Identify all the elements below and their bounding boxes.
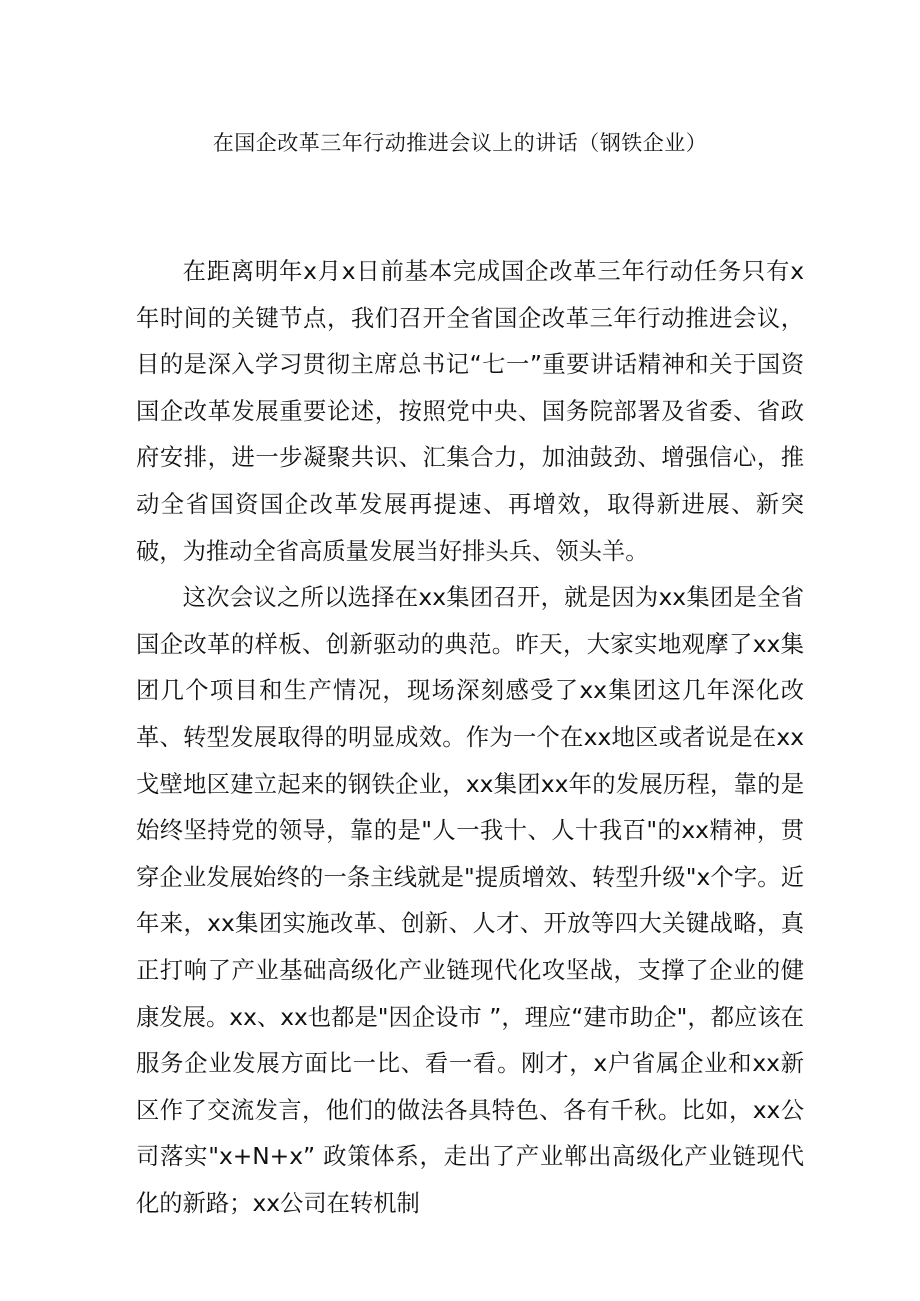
document-body bbox=[136, 249, 804, 1227]
paragraph-2: 这次会议之所以选择在xx集团召开，就是因为xx集团是全省国企改革的样板、创新驱动的典范。昨天，大家实地观摩了xx集团几个项目和生产情况，现场深刻感受了xx集团这几年深化改革、转型发展取得的明显成效。作为一个在xx地区或者说是在xx戈壁地区建立起来的钢铁企业，xx集团xx年的发展历程，靠的是始终坚持党的领导，靠的是"人一我十、人十我百"的xx精神，贯穿企业发展始终的一条主线就是"提质增效、转型升级"x个字。近年来，xx集团实施改革、创新、人才、开放等四大关键战略，真正打响了产业基础高级化产业链现代化攻坚战，支撑了企业的健康发展。xx、xx也都是"因企设市 ”，理应“建市助企"，都应该在服务企业发展方面比一比、看一看。刚才，x户省属企业和xx新区作了交流发言，他们的做法各具特色、各有千秋。比如，xx公司落实"x+N+x” 政策体系，走出了产业郸出高级化产业链现代化的新路；xx公司在转机制 bbox=[136, 584, 804, 1217]
document-title: 在国企改革三年行动推进会议上的讲话（钢铁企业） bbox=[212, 131, 708, 155]
paragraph-1: 在距离明年x月x日前基本完成国企改革三年行动任务只有x年时间的关键节点，我们召开全省国企改革三年行动推进会议，目的是深入学习贯彻主席总书记“七一”重要讲话精神和关于国资国企改革发展重要论述，按照党中央、国务院部署及省委、省政府安排，进一步凝聚共识、汇集合力，加油鼓劲、增强信心，推动全省国资国企改革发展再提速、再增效，取得新进展、新突破，为推动全省高质量发展当好排头兵、领头羊。 bbox=[136, 258, 804, 565]
